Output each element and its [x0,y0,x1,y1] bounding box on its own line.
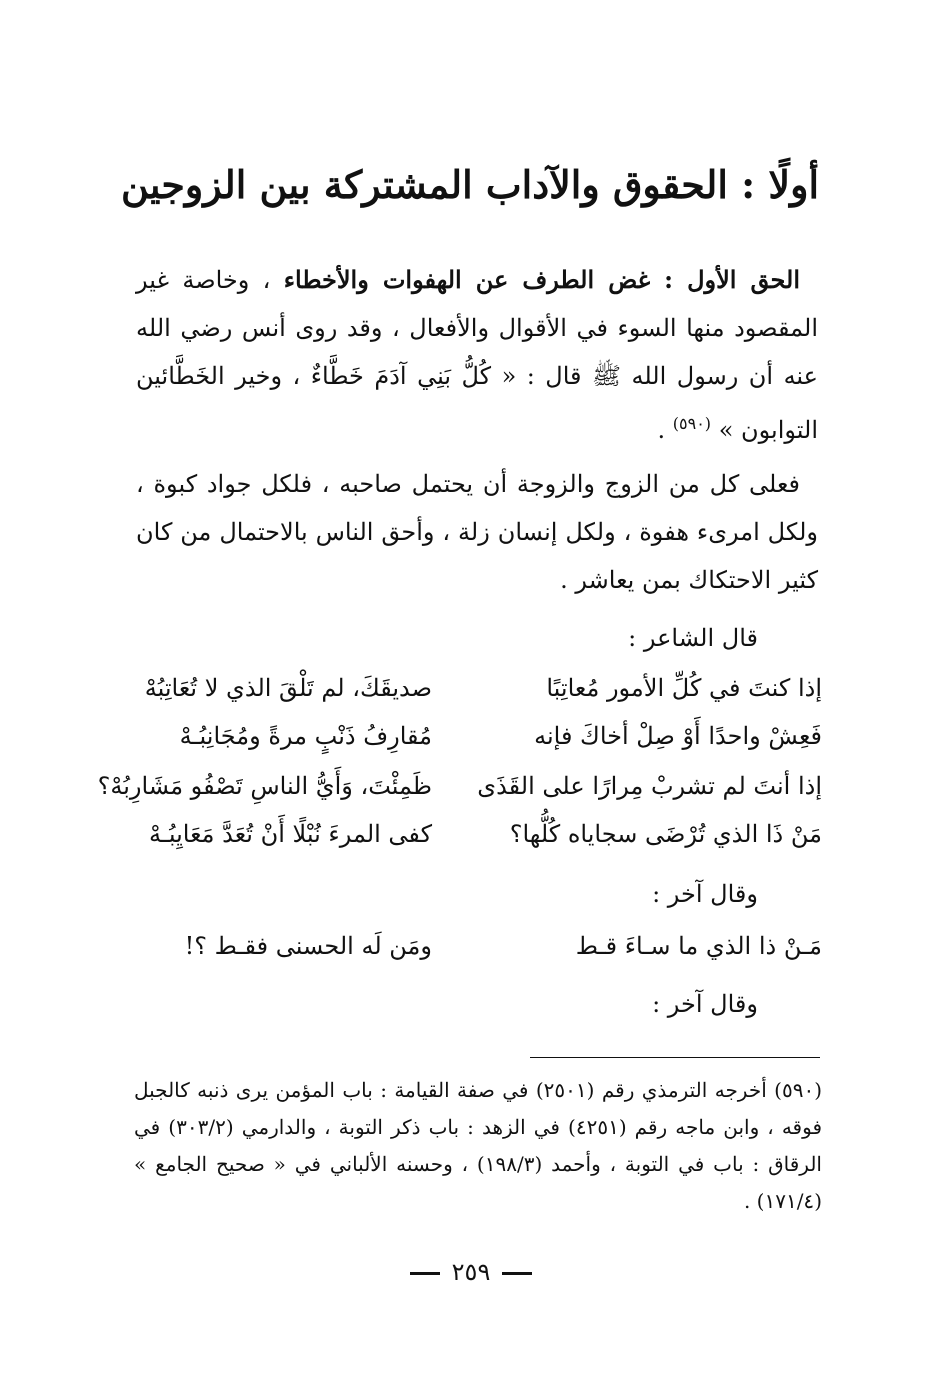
poet-label: قال الشاعر : [628,624,758,652]
verse-second-hemistich: صديقَكَ، لم تَلْقَ الذي لا تُعَاتِبُهْ [144,674,432,702]
page-number-text: ٢٥٩ [451,1258,491,1286]
verse-first-hemistich: إذا كنتَ في كُلِّ الأمور مُعاتِبًا [546,674,822,702]
poem-verse [97,762,822,810]
single-verse [132,922,822,970]
verse-second-hemistich: ظَمِئْتَ، وَأَيُّ الناسِ تَصْفُو مَشَارِبُهْ؟ [97,772,432,800]
footnote-separator [530,1057,820,1058]
page-number [0,1252,942,1292]
another-poet-label-2: وقال آخر : [652,990,758,1018]
section-title: أولًا : الحقوق والآداب المشتركة بين الزوجين [120,162,820,207]
verse-first-hemistich: إذا أنتَ لم تشربْ مِرارًا على القَذَى [477,772,822,800]
poem-verse [132,712,822,760]
paragraph-tolerance: فعلى كل من الزوج والزوجة أن يحتمل صاحبه ، فلكل جواد كبوة ، ولكل امرىء هفوة ، ولكل إنسان زلة ، وأحق الناس بالاحتمال من كان كثير الاحتكاك بمن يعاشر . [136,470,818,594]
footnote-reference: (٥٩٠) [672,414,712,433]
paragraph-end: . [657,416,666,444]
another-poet-label: وقال آخر : [652,880,758,908]
verse-first-hemistich: مَـنْ ذا الذي ما سـاءَ قـط [575,932,822,960]
poem-verse [132,810,822,858]
dash-right [502,1272,532,1275]
verse-second-hemistich: مُقارِفُ ذَنْبٍ مرةً ومُجَانِبُـهْ [179,722,432,750]
paragraph-text: ، وخاصة غير المقصود منها السوء في الأقوال والأفعال ، وقد روى أنس رضي الله عنه أن رسول الله ﷺ قال : « كُلُّ بَنِي آدَمَ خَطَّاءٌ ، وخير الخَطَّائين التوابون » [136,266,818,444]
verse-second-hemistich: كفى المرءَ نُبْلًا أَنْ تُعَدَّ مَعَايِبُـهْ [148,820,432,848]
verse-second-hemistich: ومَن لَه الحسنى فقـط ؟! [184,932,432,960]
right-heading: الحق الأول : غض الطرف عن الهفوات والأخطاء [283,265,800,294]
dash-left [410,1272,440,1275]
poem-verse [132,664,822,712]
verse-first-hemistich: فَعِشْ واحدًا أَوْ صِلْ أخاكَ فإنه [534,722,822,750]
paragraph-first-right [136,256,818,454]
footnote: (٥٩٠) أخرجه الترمذي رقم (٢٥٠١) في صفة القيامة : باب المؤمن يرى ذنبه كالجبل فوقه ، وابن ماجه رقم (٤٢٥١) في الزهد : باب ذكر التوبة ، والدارمي (٣٠٣/٢) في الرقاق : باب في التوبة ، وأحمد (١٩٨/٣) ، وحسنه الألباني في « صحيح الجامع » (١٧١/٤) . [134,1078,823,1213]
verse-first-hemistich: مَنْ ذَا الذي تُرْضَى سجاياه كُلُّها؟ [509,820,822,848]
